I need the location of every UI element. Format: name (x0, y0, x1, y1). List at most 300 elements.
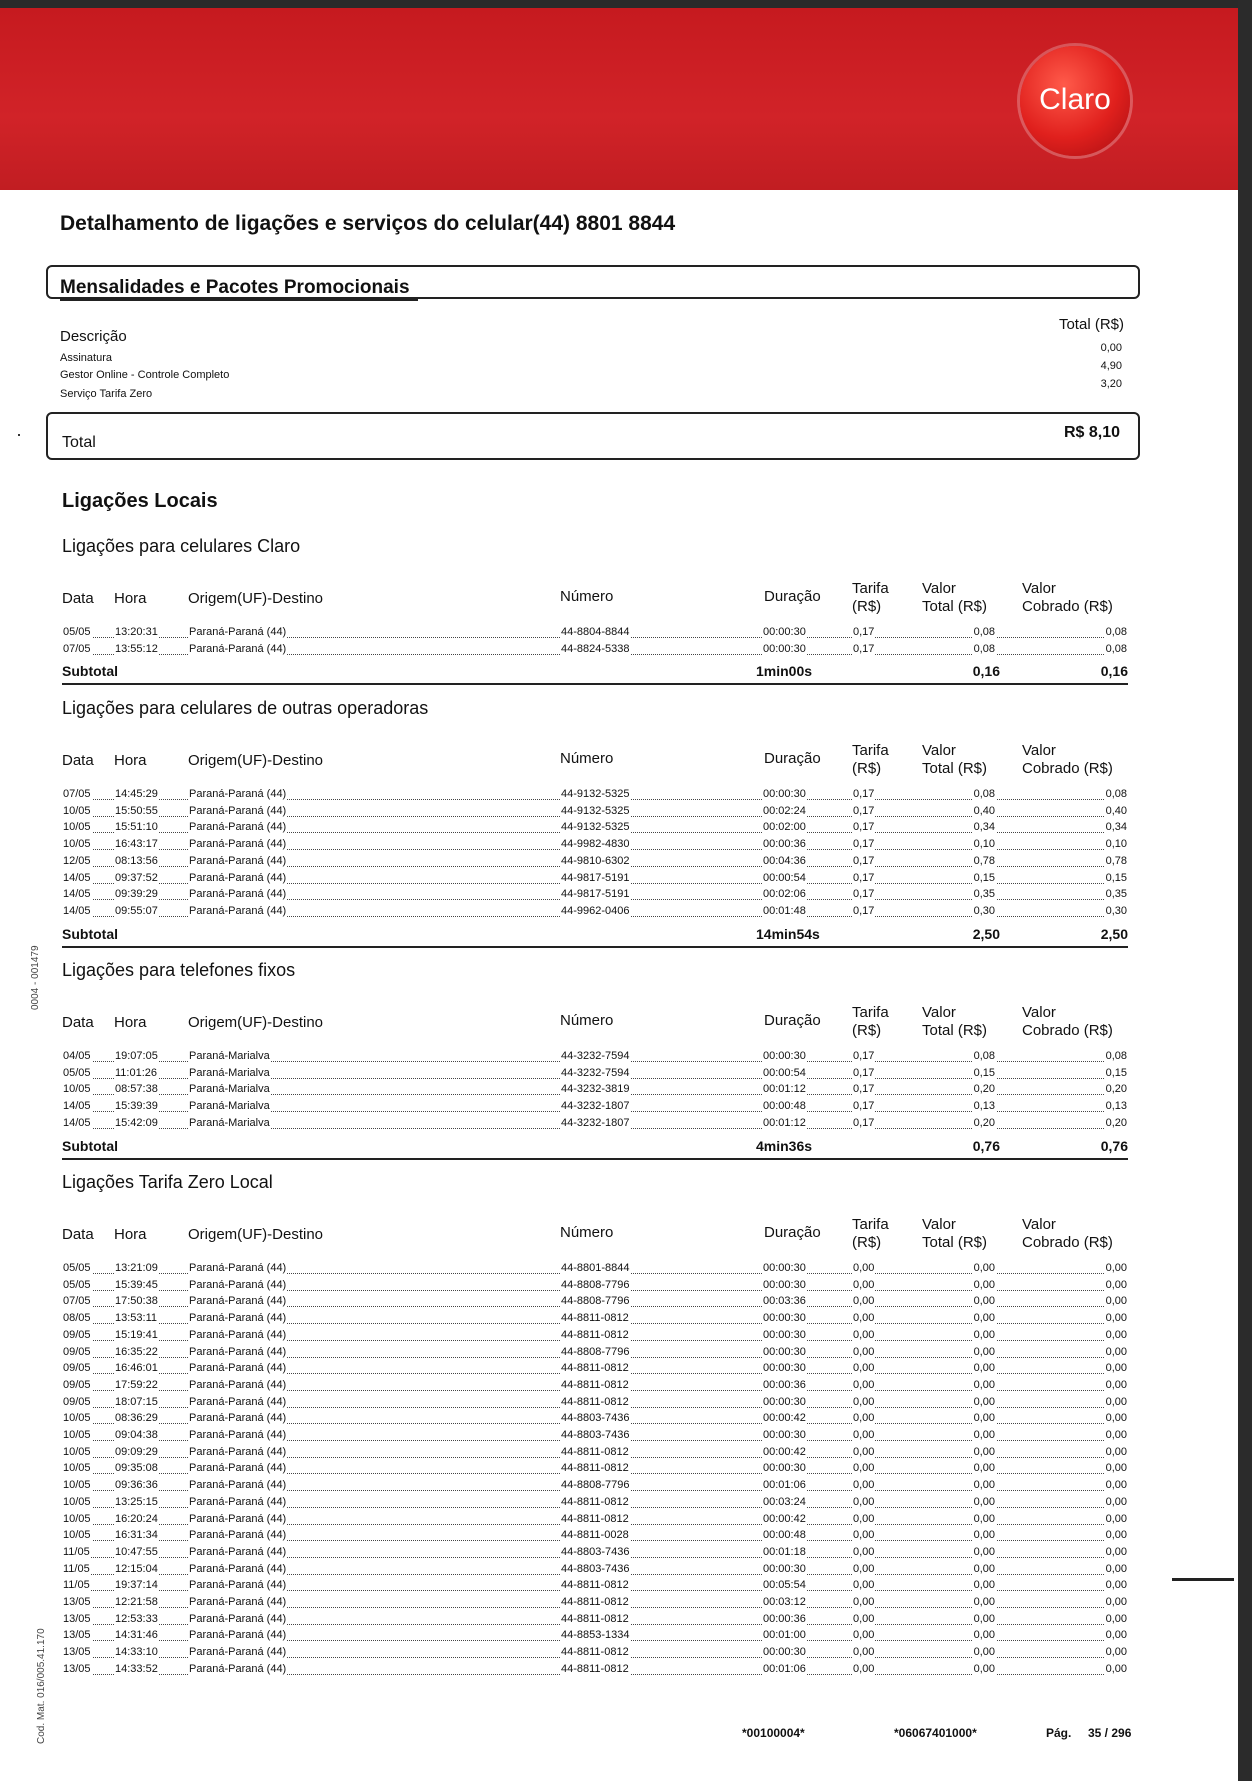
table-row (62, 888, 1128, 904)
cell-vtotal: 0,00 (973, 1328, 995, 1341)
cell-data: 07/05 (63, 1295, 91, 1308)
cell-data: 13/05 (63, 1596, 91, 1608)
cell-numero: 44-9810-6302 (561, 854, 630, 867)
cell-origem: Paraná-Paraná (44) (189, 838, 287, 851)
cell-numero: 44-8811-0812 (561, 1646, 629, 1659)
cell-duracao: 00:00:30 (763, 1312, 806, 1325)
cell-hora: 13:21:09 (115, 1262, 158, 1274)
cell-numero: 44-3232-7594 (561, 1050, 630, 1062)
col-valor-cobrado-unit: Cobrado (R$) (1022, 760, 1113, 777)
cell-vtotal: 0,00 (973, 1562, 995, 1575)
cell-vtotal: 0,00 (973, 1662, 995, 1675)
col-tarifa-unit: (R$) (852, 1022, 882, 1039)
cell-duracao: 00:05:54 (763, 1579, 806, 1592)
subtotal-rule (62, 683, 1128, 685)
cell-vtotal: 0,08 (973, 642, 995, 655)
cell-hora: 14:33:10 (115, 1646, 158, 1659)
cell-data: 11/05 (63, 1545, 90, 1558)
cell-vcobrado: 0,00 (1105, 1412, 1127, 1425)
table-row (62, 1100, 1128, 1116)
cell-numero: 44-8811-0812 (561, 1445, 629, 1458)
cell-numero: 44-8811-0812 (561, 1312, 629, 1325)
cell-vcobrado: 0,00 (1105, 1512, 1127, 1525)
table-row (62, 1083, 1128, 1099)
table-row (62, 788, 1128, 804)
cell-hora: 19:07:05 (115, 1050, 158, 1062)
cell-duracao: 00:01:48 (763, 904, 806, 917)
side-code-top: 0004 - 001479 (30, 945, 41, 1010)
cell-hora: 14:45:29 (115, 788, 158, 800)
cell-origem: Paraná-Paraná (44) (189, 626, 287, 638)
cell-hora: 16:20:24 (115, 1512, 158, 1525)
cell-origem: Paraná-Paraná (44) (189, 1345, 287, 1358)
cell-tarifa: 0,17 (853, 626, 875, 638)
total-value: R$ 8,10 (1063, 424, 1120, 441)
cell-numero: 44-8811-0812 (561, 1462, 629, 1475)
cell-origem: Paraná-Paraná (44) (189, 1412, 287, 1425)
cell-vtotal: 0,15 (973, 871, 995, 884)
cell-duracao: 00:04:36 (763, 854, 806, 867)
table-row (62, 1067, 1128, 1083)
cell-vtotal: 0,00 (973, 1512, 995, 1525)
cell-data: 14/05 (63, 871, 91, 884)
mensalidade-item: Assinatura (60, 352, 112, 364)
cell-numero: 44-9817-5191 (561, 871, 630, 884)
cell-numero: 44-8811-0028 (561, 1529, 629, 1542)
logo-text: Claro (1039, 83, 1111, 116)
cell-origem: Paraná-Paraná (44) (189, 888, 287, 901)
footer-page-label: Pág. (1046, 1726, 1072, 1740)
cell-vcobrado: 0,10 (1105, 838, 1127, 851)
cell-data: 14/05 (63, 904, 91, 917)
cell-numero: 44-8811-0812 (561, 1512, 629, 1525)
mensalidade-value: 4,90 (1100, 360, 1122, 372)
cell-tarifa: 0,17 (853, 904, 875, 917)
cell-data: 12/05 (63, 854, 91, 867)
cell-origem: Paraná-Paraná (44) (189, 1545, 287, 1558)
cell-vtotal: 0,00 (973, 1262, 995, 1274)
cell-origem: Paraná-Paraná (44) (189, 1395, 287, 1408)
cell-numero: 44-8853-1334 (561, 1629, 630, 1642)
cell-vcobrado: 0,13 (1105, 1100, 1127, 1113)
cell-hora: 19:37:14 (115, 1579, 158, 1592)
cell-numero: 44-8811-0812 (561, 1362, 629, 1375)
cell-duracao: 00:01:00 (763, 1629, 806, 1642)
cell-hora: 16:31:34 (115, 1529, 158, 1542)
table-row (62, 1379, 1128, 1395)
cell-tarifa: 0,00 (853, 1328, 875, 1341)
cell-hora: 09:36:36 (115, 1479, 158, 1492)
cell-data: 07/05 (63, 642, 91, 655)
cell-duracao: 00:00:30 (763, 788, 806, 800)
cell-origem: Paraná-Paraná (44) (189, 1362, 287, 1375)
cell-hora: 15:19:41 (115, 1328, 158, 1341)
cell-tarifa: 0,00 (853, 1629, 875, 1642)
cell-duracao: 00:00:36 (763, 1378, 806, 1391)
cell-data: 10/05 (63, 1479, 91, 1492)
cell-hora: 08:57:38 (115, 1083, 158, 1096)
cell-duracao: 00:00:30 (763, 1278, 806, 1291)
table-row (62, 1396, 1128, 1412)
cell-tarifa: 0,17 (853, 1050, 875, 1062)
cell-duracao: 00:00:30 (763, 1328, 806, 1341)
subtotal-cobrado: 0,16 (1100, 663, 1128, 680)
cell-duracao: 00:00:48 (763, 1529, 806, 1542)
cell-vtotal: 0,20 (973, 1083, 995, 1096)
cell-vcobrado: 0,00 (1105, 1545, 1127, 1558)
cell-numero: 44-8801-8844 (561, 1262, 630, 1274)
cell-data: 13/05 (63, 1662, 91, 1675)
cell-vcobrado: 0,30 (1105, 904, 1127, 917)
cell-origem: Paraná-Marialva (189, 1100, 270, 1113)
col-numero: Número (560, 750, 614, 767)
table-row (62, 1446, 1128, 1462)
table-row (62, 1362, 1128, 1378)
cell-data: 10/05 (63, 1495, 91, 1508)
cell-tarifa: 0,00 (853, 1646, 875, 1659)
cell-data: 09/05 (63, 1345, 91, 1358)
col-duracao: Duração (764, 588, 821, 605)
table-row (62, 1529, 1128, 1545)
cell-vcobrado: 0,20 (1105, 1116, 1127, 1129)
cell-data: 05/05 (63, 1066, 91, 1079)
cell-duracao: 00:00:30 (763, 1429, 806, 1441)
cell-duracao: 00:00:30 (763, 642, 806, 655)
cell-origem: Paraná-Paraná (44) (189, 1512, 287, 1525)
col-duracao: Duração (764, 1012, 821, 1029)
cell-vcobrado: 0,00 (1105, 1395, 1127, 1408)
cell-data: 14/05 (63, 888, 91, 901)
subtotal-row (62, 661, 1128, 681)
col-valor-cobrado-unit: Cobrado (R$) (1022, 1022, 1113, 1039)
cell-vtotal: 0,08 (973, 626, 995, 638)
cell-data: 14/05 (63, 1100, 91, 1113)
cell-origem: Paraná-Paraná (44) (189, 1278, 287, 1291)
cell-tarifa: 0,17 (853, 871, 875, 884)
cell-hora: 13:55:12 (115, 642, 158, 655)
cell-vcobrado: 0,00 (1105, 1495, 1127, 1508)
col-origem: Origem(UF)-Destino (188, 1014, 324, 1031)
cell-vcobrado: 0,15 (1105, 871, 1127, 884)
cell-origem: Paraná-Paraná (44) (189, 1495, 287, 1508)
cell-vtotal: 0,00 (973, 1629, 995, 1642)
table-row (62, 1596, 1128, 1612)
cell-data: 10/05 (63, 1529, 91, 1542)
subtotal-row (62, 924, 1128, 944)
col-data: Data (62, 752, 94, 769)
mensalidade-item: Serviço Tarifa Zero (60, 388, 153, 400)
cell-vtotal: 0,00 (973, 1495, 995, 1508)
cell-vcobrado: 0,00 (1105, 1312, 1127, 1325)
cell-tarifa: 0,17 (853, 888, 875, 901)
total-rs-label: Total (R$) (1058, 316, 1124, 333)
cell-duracao: 00:00:42 (763, 1445, 806, 1458)
mensalidade-item: Gestor Online - Controle Completo (60, 369, 230, 381)
cell-numero: 44-8808-7796 (561, 1479, 630, 1492)
table-row (62, 626, 1128, 642)
col-valor-cobrado-unit: Cobrado (R$) (1022, 598, 1113, 615)
cell-tarifa: 0,00 (853, 1512, 875, 1525)
cell-hora: 12:53:33 (115, 1612, 158, 1625)
cell-vtotal: 0,20 (973, 1116, 995, 1129)
cell-duracao: 00:02:00 (763, 821, 806, 834)
col-origem: Origem(UF)-Destino (188, 752, 324, 769)
cell-tarifa: 0,00 (853, 1462, 875, 1475)
table-row (62, 1262, 1128, 1278)
cell-origem: Paraná-Paraná (44) (189, 1479, 287, 1492)
cell-duracao: 00:00:30 (763, 1050, 806, 1062)
col-hora: Hora (114, 590, 147, 607)
cell-vtotal: 0,00 (973, 1579, 995, 1592)
table-row (62, 1346, 1128, 1362)
table-row (62, 643, 1128, 659)
col-data: Data (62, 1226, 94, 1243)
cell-data: 09/05 (63, 1328, 91, 1341)
cell-origem: Paraná-Paraná (44) (189, 642, 287, 655)
section-title: Ligações para telefones fixos (62, 960, 296, 980)
cell-hora: 13:53:11 (115, 1312, 158, 1325)
cell-duracao: 00:00:30 (763, 1262, 806, 1274)
col-hora: Hora (114, 1226, 147, 1243)
cell-vcobrado: 0,20 (1105, 1083, 1127, 1096)
cell-numero: 44-3232-7594 (561, 1066, 630, 1079)
cell-vcobrado: 0,00 (1105, 1479, 1127, 1492)
col-valor-total: Valor (922, 742, 956, 759)
table-row (62, 905, 1128, 921)
cell-vcobrado: 0,00 (1105, 1646, 1127, 1659)
cell-vcobrado: 0,08 (1105, 626, 1127, 638)
cell-tarifa: 0,17 (853, 838, 875, 851)
cell-tarifa: 0,17 (853, 821, 875, 834)
table-row (62, 872, 1128, 888)
cell-tarifa: 0,17 (853, 642, 875, 655)
col-duracao: Duração (764, 750, 821, 767)
cell-data: 05/05 (63, 1262, 91, 1274)
cell-numero: 44-3232-1807 (561, 1116, 630, 1129)
cell-origem: Paraná-Paraná (44) (189, 1529, 287, 1542)
subtotal-rule (62, 1158, 1128, 1160)
cell-tarifa: 0,00 (853, 1278, 875, 1291)
cell-vcobrado: 0,34 (1105, 821, 1127, 834)
cell-vtotal: 0,08 (973, 788, 995, 800)
cell-vcobrado: 0,00 (1105, 1529, 1127, 1542)
cell-hora: 09:55:07 (115, 904, 158, 917)
section-title: Ligações para celulares de outras operadoras (62, 698, 429, 718)
cell-duracao: 00:01:12 (763, 1083, 806, 1096)
col-valor-total-unit: Total (R$) (922, 760, 988, 777)
cell-vcobrado: 0,00 (1105, 1362, 1127, 1375)
cell-vtotal: 0,15 (973, 1066, 995, 1079)
cell-data: 14/05 (63, 1116, 91, 1129)
cell-hora: 17:59:22 (115, 1378, 158, 1391)
cell-tarifa: 0,00 (853, 1479, 875, 1492)
cell-vtotal: 0,08 (973, 1050, 995, 1062)
cell-vcobrado: 0,15 (1105, 1066, 1127, 1079)
cell-origem: Paraná-Marialva (189, 1083, 270, 1096)
cell-vcobrado: 0,00 (1105, 1262, 1127, 1274)
col-numero: Número (560, 1224, 614, 1241)
cell-origem: Paraná-Paraná (44) (189, 1378, 287, 1391)
cell-duracao: 00:00:30 (763, 1362, 806, 1375)
cell-duracao: 00:02:24 (763, 804, 806, 817)
cell-origem: Paraná-Paraná (44) (189, 804, 287, 817)
cell-vcobrado: 0,00 (1105, 1462, 1127, 1475)
col-hora: Hora (114, 1014, 147, 1031)
cell-duracao: 00:00:36 (763, 838, 806, 851)
col-valor-cobrado: Valor (1022, 1216, 1056, 1233)
cell-numero: 44-8811-0812 (561, 1579, 629, 1592)
mensalidades-header-box (46, 265, 1140, 299)
cell-duracao: 00:03:36 (763, 1295, 806, 1308)
col-tarifa-unit: (R$) (852, 1234, 882, 1251)
table-row (62, 838, 1128, 854)
cell-duracao: 00:00:30 (763, 1395, 806, 1408)
cell-numero: 44-8803-7436 (561, 1412, 630, 1425)
cell-origem: Paraná-Paraná (44) (189, 1312, 287, 1325)
mensalidade-value: 0,00 (1100, 342, 1122, 354)
cell-data: 10/05 (63, 1412, 91, 1425)
cell-origem: Paraná-Marialva (189, 1066, 270, 1079)
table-row (62, 1613, 1128, 1629)
cell-vtotal: 0,00 (973, 1462, 995, 1475)
cell-vcobrado: 0,00 (1105, 1295, 1127, 1308)
cell-data: 10/05 (63, 838, 91, 851)
cell-origem: Paraná-Paraná (44) (189, 1579, 287, 1592)
cell-vtotal: 0,34 (973, 821, 995, 834)
cell-tarifa: 0,00 (853, 1529, 875, 1542)
col-duracao: Duração (764, 1224, 821, 1241)
subtotal-row (62, 1136, 1128, 1156)
cell-vcobrado: 0,00 (1105, 1579, 1127, 1592)
cell-tarifa: 0,00 (853, 1312, 875, 1325)
cell-hora: 08:13:56 (115, 854, 158, 867)
cell-hora: 15:39:39 (115, 1100, 158, 1113)
cell-data: 10/05 (63, 1445, 91, 1458)
cell-numero: 44-3232-1807 (561, 1100, 630, 1113)
cell-origem: Paraná-Paraná (44) (189, 1629, 287, 1642)
cell-origem: Paraná-Paraná (44) (189, 871, 287, 884)
cell-tarifa: 0,00 (853, 1562, 875, 1575)
cell-tarifa: 0,00 (853, 1345, 875, 1358)
cell-origem: Paraná-Marialva (189, 1116, 270, 1129)
col-data: Data (62, 1014, 94, 1031)
subtotal-duracao: 1min00s (756, 663, 813, 680)
cell-data: 05/05 (63, 1278, 91, 1291)
cell-hora: 09:35:08 (115, 1462, 158, 1475)
cell-vtotal: 0,00 (973, 1278, 995, 1291)
page-edge (1238, 0, 1252, 1781)
cell-numero: 44-8808-7796 (561, 1345, 630, 1358)
section-title: Ligações Tarifa Zero Local (62, 1172, 273, 1192)
cell-vtotal: 0,00 (973, 1545, 995, 1558)
col-data: Data (62, 590, 94, 607)
cell-vtotal: 0,35 (973, 888, 995, 901)
cell-origem: Paraná-Paraná (44) (189, 1262, 287, 1274)
cell-vcobrado: 0,00 (1105, 1662, 1127, 1675)
cell-vcobrado: 0,40 (1105, 804, 1127, 817)
table-row (62, 821, 1128, 837)
cell-duracao: 00:01:06 (763, 1662, 806, 1675)
cell-numero: 44-8803-7436 (561, 1562, 630, 1575)
scan-mark (18, 434, 20, 436)
cell-tarifa: 0,17 (853, 788, 875, 800)
cell-data: 08/05 (63, 1312, 91, 1325)
cell-duracao: 00:00:30 (763, 1462, 806, 1475)
cell-tarifa: 0,17 (853, 804, 875, 817)
cell-data: 09/05 (63, 1395, 91, 1408)
col-valor-total: Valor (922, 1216, 956, 1233)
cell-numero: 44-9132-5325 (561, 804, 630, 817)
table-row (62, 1663, 1128, 1679)
cell-numero: 44-8824-5338 (561, 642, 630, 655)
cell-data: 10/05 (63, 1512, 91, 1525)
col-tarifa: Tarifa (852, 742, 889, 759)
table-row (62, 1513, 1128, 1529)
cell-origem: Paraná-Paraná (44) (189, 1429, 287, 1441)
cell-data: 10/05 (63, 1462, 91, 1475)
subtotal-cobrado: 2,50 (1100, 925, 1128, 942)
cell-data: 10/05 (63, 821, 91, 834)
cell-duracao: 00:00:42 (763, 1512, 806, 1525)
col-origem: Origem(UF)-Destino (188, 590, 324, 607)
col-valor-cobrado: Valor (1022, 580, 1056, 597)
cell-vtotal: 0,00 (973, 1295, 995, 1308)
cell-data: 07/05 (63, 788, 91, 800)
page-title: Detalhamento de ligações e serviços do celular(44) 8801 8844 (60, 212, 676, 235)
cell-duracao: 00:00:30 (763, 1562, 806, 1575)
cell-origem: Paraná-Paraná (44) (189, 1462, 287, 1475)
cell-hora: 16:43:17 (115, 838, 158, 851)
cell-numero: 44-9962-0406 (561, 904, 630, 917)
col-numero: Número (560, 1012, 614, 1029)
table-row (62, 1117, 1128, 1133)
cell-tarifa: 0,17 (853, 1066, 875, 1079)
col-valor-total-unit: Total (R$) (922, 598, 988, 615)
cell-numero: 44-8811-0812 (561, 1328, 629, 1341)
mensalidades-heading: Mensalidades e Pacotes Promocionais (60, 277, 418, 301)
cell-numero: 44-3232-3819 (561, 1083, 630, 1096)
subtotal-total: 2,50 (972, 925, 1000, 942)
cell-duracao: 00:00:36 (763, 1612, 806, 1625)
cell-origem: Paraná-Paraná (44) (189, 1596, 287, 1608)
cell-numero: 44-8811-0812 (561, 1395, 629, 1408)
col-valor-total-unit: Total (R$) (922, 1234, 988, 1251)
cell-duracao: 00:00:54 (763, 871, 806, 884)
top-border (0, 0, 1240, 8)
cell-vcobrado: 0,35 (1105, 888, 1127, 901)
cell-vcobrado: 0,00 (1105, 1562, 1127, 1575)
cell-vtotal: 0,00 (973, 1529, 995, 1542)
cell-data: 13/05 (63, 1629, 91, 1642)
col-hora: Hora (114, 752, 147, 769)
mensalidade-value: 3,20 (1100, 378, 1122, 390)
cell-data: 13/05 (63, 1612, 91, 1625)
cell-tarifa: 0,00 (853, 1545, 875, 1558)
cell-data: 09/05 (63, 1362, 91, 1375)
ligacoes-locais-heading: Ligações Locais (62, 490, 218, 512)
table-row (62, 1546, 1128, 1562)
side-code-bottom: Cod. Mat. 016/005.41.170 (36, 1628, 47, 1744)
cell-tarifa: 0,00 (853, 1495, 875, 1508)
cell-hora: 17:50:38 (115, 1295, 158, 1308)
cell-numero: 44-9982-4830 (561, 838, 630, 851)
col-tarifa: Tarifa (852, 1216, 889, 1233)
cell-vcobrado: 0,00 (1105, 1612, 1127, 1625)
table-row (62, 1462, 1128, 1478)
cell-hora: 12:21:58 (115, 1596, 158, 1608)
cell-duracao: 00:01:18 (763, 1545, 806, 1558)
col-valor-total: Valor (922, 580, 956, 597)
